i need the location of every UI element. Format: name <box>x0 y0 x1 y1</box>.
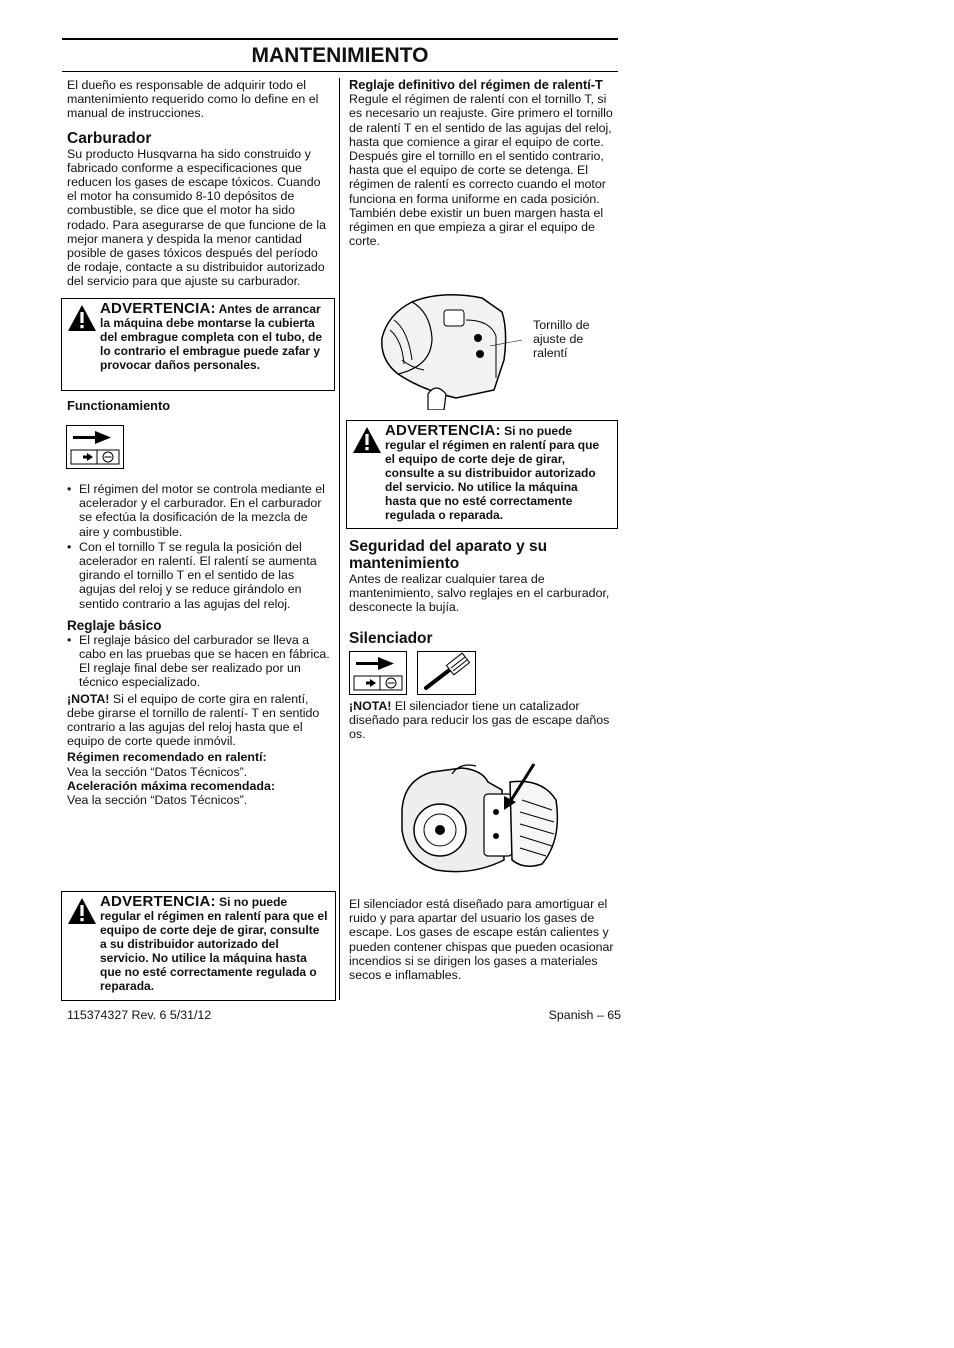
warning-body: Si no puede regular el régimen en ralentí para que el equipo de corte deje de girar, consulte a su distribuidor autorizado del servicio. No utilice la máquina hasta que no esté correctamente regulada o reparada. <box>385 424 600 522</box>
carburetor-illustration <box>372 290 522 410</box>
safety-heading: Seguridad del aparato y su mantenimiento <box>349 538 548 572</box>
figure-label: Tornillo de ajuste de ralentí <box>533 318 590 361</box>
note-paragraph <box>67 692 331 749</box>
muffler-illustration <box>392 760 564 880</box>
warning-box-idle-right <box>346 420 618 529</box>
warning-body: Antes de arrancar la máquina debe montarse la cubierta del embrague completa con el tubo, de lo contrario el embrague puede zafar y provocar daños personales. <box>100 302 323 372</box>
warning-text <box>385 424 611 522</box>
warning-triangle-icon <box>67 304 97 332</box>
brush-icon <box>418 652 475 694</box>
warning-body: Si no puede regular el régimen en ralentí para que el equipo de corte deje de girar, consulte a su distribuidor autorizado del servicio. No utilice la máquina hasta que no esté correctamente regulada o reparada. <box>100 895 328 993</box>
note-label: ¡NOTA! <box>349 699 392 713</box>
warning-title: ADVERTENCIA: <box>100 893 216 910</box>
arrow-icon <box>350 652 406 694</box>
brush-symbol <box>417 651 476 695</box>
max-acceleration-label: Aceleración máxima recomendada: <box>67 778 275 793</box>
note-paragraph <box>349 699 615 742</box>
right-column <box>349 78 615 248</box>
muffler-note <box>349 699 615 742</box>
list-item: • Con el tornillo T se regula la posición del acelerador en ralentí. El ralentí se aumenta girando el tornillo T en el sentido de las agujas del reloj y se reduce girándolo en sentido contrario a las agujas del reloj. <box>67 540 331 611</box>
arrow-icon <box>67 426 123 468</box>
footer-page-number: Spanish – 65 <box>548 1008 621 1022</box>
warning-title: ADVERTENCIA: <box>385 422 501 439</box>
footer-document-id: 115374327 Rev. 6 5/31/12 <box>67 1008 212 1022</box>
safety-section <box>349 538 615 647</box>
engine-off-symbol <box>349 651 407 695</box>
function-heading: Functionamiento <box>67 398 171 413</box>
muffler-text: El silenciador está diseñado para amortiguar el ruido y para apartar del usuario los gases de escape. Los gases de escape están calientes y pueden contener chispas que pueden ocasionar incendios si se dirigen los gases a materiales secos e inflamables. <box>349 897 614 983</box>
final-setting-heading: Reglaje definitivo del régimen de ralentí-T <box>349 77 603 92</box>
left-column <box>67 78 331 289</box>
warning-triangle-icon <box>67 897 97 925</box>
column-divider <box>339 78 340 1000</box>
function-list <box>67 482 331 807</box>
page-title: MANTENIMIENTO <box>62 38 618 72</box>
warning-box-clutch <box>61 298 335 391</box>
recommended-idle <box>67 750 331 778</box>
list-item: • El régimen del motor se controla mediante el acelerador y el carburador. En el carburador se efectúa la dosificación de la mezcla de aire y combustible. <box>67 482 331 539</box>
max-acceleration-text: Vea la sección “Datos Técnicos”. <box>67 793 248 808</box>
warning-triangle-icon <box>352 426 382 454</box>
final-setting-text: Regule el régimen de ralentí con el tornillo T, si es necesario un reajuste. Gire primero el tornillo de ralentí T en el sentido de las agujas del reloj, hasta que comience a girar el equipo de corte. Después gire el tornillo en el sentido contrario, hasta que el equipo de corte se detenga. El régimen de ralentí es correcto cuando el motor funciona en forma uniforme en cada posición. También debe existir un buen margen hasta el régimen en que empieza a girar el equipo de corte. <box>349 92 613 249</box>
engine-off-symbol <box>66 425 124 469</box>
basic-setting-heading: Reglaje básico <box>67 617 162 633</box>
note-text: El silenciador tiene un catalizador diseñado para reducir los gas de escape daños os. <box>349 699 610 742</box>
note-text: Si el equipo de corte gira en ralentí, debe girarse el tornillo de ralentí- T en sentido contrario a las agujas del reloj hasta que el equipo de corte quede inmóvil. <box>67 691 320 749</box>
note-label: ¡NOTA! <box>67 691 110 706</box>
intro-text: El dueño es responsable de adquirir todo el mantenimiento requerido como lo define en el manual de instrucciones. <box>67 78 319 121</box>
carburetor-heading: Carburador <box>67 129 152 147</box>
warning-box-idle-left <box>61 891 336 1001</box>
warning-text <box>100 895 329 993</box>
carburetor-text: Su producto Husqvarna ha sido construido y fabricado conforme a especificaciones que reducen los gases de escape tóxicos. Cuando el motor ha consumido 8-10 depósitos de combustible, se dice que el motor ha sido rodado. Para asegurarse de que funcione de la mejor manera y despida la menor cantidad posible de gases tóxicos después del período de rodaje, contacte a su distribuidor autorizado del servicio para que ajuste su carburador. <box>67 146 327 289</box>
recommended-idle-label: Régimen recomendado en ralentí: <box>67 750 267 765</box>
list-item: • El reglaje básico del carburador se lleva a cabo en las pruebas que se hacen en fábrica. El reglaje final debe ser realizado por un técnico especializado. <box>67 633 331 690</box>
safety-text: Antes de realizar cualquier tarea de mantenimiento, salvo reglajes en el carburador, desconecte la bujía. <box>349 572 610 615</box>
warning-title: ADVERTENCIA: <box>100 300 216 317</box>
warning-text <box>100 302 328 372</box>
muffler-heading: Silenciador <box>349 629 433 647</box>
max-acceleration <box>67 779 331 807</box>
recommended-idle-text: Vea la sección “Datos Técnicos”. <box>67 764 248 779</box>
